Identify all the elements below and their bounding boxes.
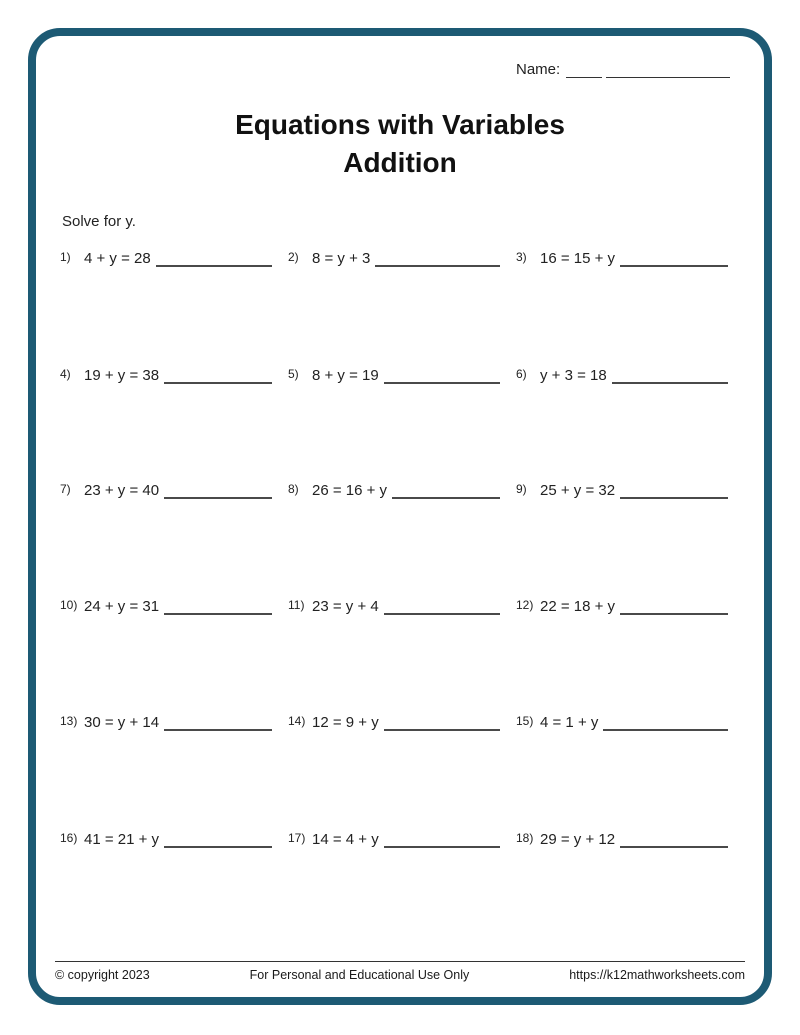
answer-blank-line [620,481,728,499]
problem-equation: 12 = 9 + y [312,714,379,731]
problem-item [60,830,272,848]
answer-blank-line [164,830,272,848]
footer-url: https://k12mathworksheets.com [569,968,745,982]
problem-equation: 4 = 1 + y [540,714,599,731]
problems-grid [60,0,728,1035]
problem-item [516,481,728,499]
answer-blank-line [164,366,272,384]
problem-row [60,249,728,273]
problem-number: 18) [516,831,534,845]
problem-equation: 29 = y + 12 [540,831,616,848]
problem-equation: 22 = 18 + y [540,598,616,615]
problem-number: 2) [288,250,299,264]
problem-number: 8) [288,482,299,496]
problem-item [288,481,500,499]
problem-equation: 23 = y + 4 [312,598,379,615]
answer-blank-line [384,366,500,384]
problem-equation: 16 = 15 + y [540,250,616,267]
problem-row [60,481,728,505]
footer-divider [55,961,745,962]
answer-blank-line [612,366,728,384]
problem-item [288,366,500,384]
problem-item [60,713,272,731]
answer-blank-line [164,481,272,499]
problem-number: 9) [516,482,527,496]
problem-item [60,597,272,615]
problem-equation: 14 = 4 + y [312,831,379,848]
footer-usage: For Personal and Educational Use Only [249,968,470,982]
problem-number: 7) [60,482,71,496]
problem-row [60,366,728,390]
answer-blank-line [620,830,728,848]
problem-equation: 30 = y + 14 [84,714,160,731]
problem-row [60,713,728,737]
problem-equation: 24 + y = 31 [84,598,160,615]
answer-blank-line [164,597,272,615]
problem-item [516,597,728,615]
answer-blank-line [156,249,272,267]
problem-number: 14) [288,714,306,728]
problem-item [516,713,728,731]
problem-item [516,830,728,848]
problem-number: 1) [60,250,71,264]
footer-copyright: © copyright 2023 [55,968,150,982]
problem-equation: 8 = y + 3 [312,250,371,267]
problem-number: 10) [60,598,78,612]
answer-blank-line [384,713,500,731]
problem-item [516,366,728,384]
problem-item [288,597,500,615]
problem-item [288,713,500,731]
problem-item [288,249,500,267]
problem-number: 13) [60,714,78,728]
problem-equation: y + 3 = 18 [540,367,607,384]
problem-number: 12) [516,598,534,612]
problem-equation: 23 + y = 40 [84,482,160,499]
problem-equation: 19 + y = 38 [84,367,160,384]
problem-item [288,830,500,848]
name-label: Name: [516,61,561,78]
answer-blank-line [620,597,728,615]
instructions-text: Solve for y. [62,213,136,230]
problem-number: 11) [288,598,305,612]
problem-item [60,366,272,384]
problem-number: 3) [516,250,527,264]
problem-item [60,249,272,267]
problem-equation: 26 = 16 + y [312,482,388,499]
problem-number: 4) [60,367,71,381]
answer-blank-line [375,249,500,267]
problem-number: 6) [516,367,527,381]
answer-blank-line [384,830,500,848]
problem-number: 16) [60,831,78,845]
problem-item [516,249,728,267]
problem-equation: 4 + y = 28 [84,250,151,267]
title-line-2: Addition [343,147,457,178]
problem-number: 17) [288,831,306,845]
problem-equation: 25 + y = 32 [540,482,616,499]
answer-blank-line [392,481,500,499]
title-line-1: Equations with Variables [235,109,565,140]
footer [55,968,745,982]
answer-blank-line [620,249,728,267]
problem-row [60,830,728,854]
problem-item [60,481,272,499]
problem-row [60,597,728,621]
answer-blank-line [164,713,272,731]
answer-blank-line [603,713,728,731]
problem-equation: 41 = 21 + y [84,831,160,848]
problem-number: 15) [516,714,534,728]
answer-blank-line [384,597,500,615]
problem-number: 5) [288,367,299,381]
problem-equation: 8 + y = 19 [312,367,379,384]
